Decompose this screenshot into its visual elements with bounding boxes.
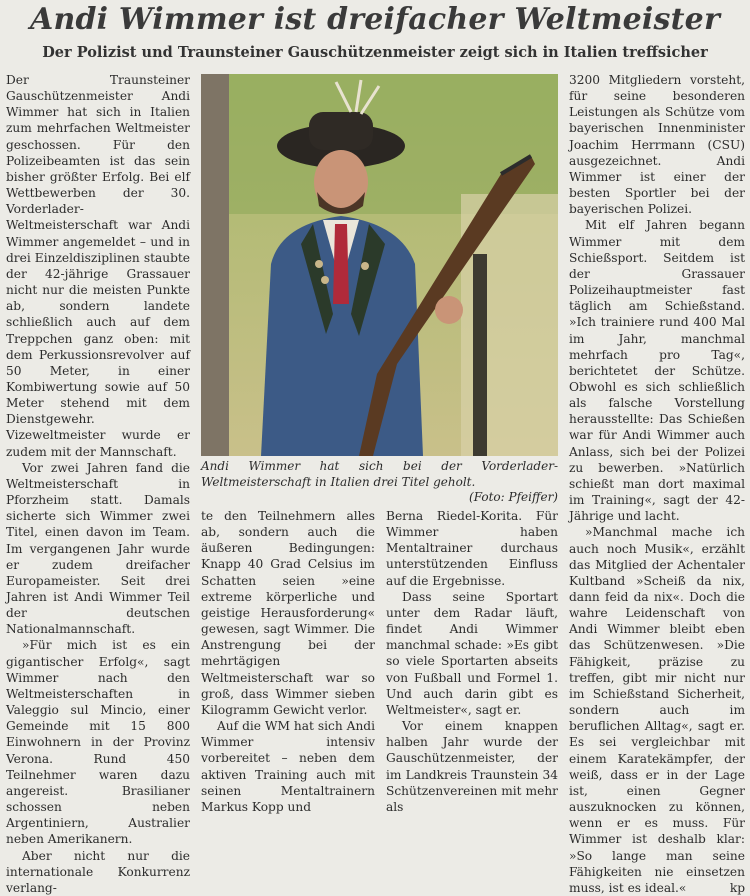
article-column-2	[201, 508, 375, 815]
article-column-3	[386, 508, 558, 815]
photo-wimmer-with-rifle	[201, 74, 558, 456]
author-signature: kp	[729, 880, 745, 895]
article-column-1	[6, 72, 190, 896]
paragraph: Dass seine Sportart unter dem Radar läuft, findet Andi Wimmer manchmal schade: »Es gibt so viele Sportarten abseits von Fußball und Formel 1. Und auch darin gibt es Weltmeister«, sagt er.	[386, 589, 558, 717]
paragraph: Der Traunsteiner Gauschützenmeister Andi Wimmer hat sich in Italien zum mehrfachen Weltmeister geschossen. Für den Polizeibeamten ist das sein bisher größter Erfolg. Bei elf Wettbewerben der 30. Vorderlader-Weltmeisterschaft war Andi Wimmer angemeldet – und in drei Einzeldisziplinen staubte der 42-jährige Grassauer nicht nur die meisten Punkte ab, sondern landete schließlich auch auf dem Treppchen ganz oben: mit dem Perkussionsrevolver auf 50 Meter, in einer Kombiwertung sowie auf 50 Meter stehend mit dem Dienstgewehr. Vizeweltmeister wurde er zudem mit der Mannschaft.	[6, 73, 190, 459]
paragraph: Aber nicht nur die internationale Konkurrenz verlang-	[6, 848, 190, 895]
paragraph: »Für mich ist es ein gigantischer Erfolg«, sagt Wimmer nach den Weltmeisterschaften in Valeggio sul Mincio, einer Gemeinde mit 15 800 Einwohnern in der Provinz Verona. Rund 450 Teilnehmer waren dazu angereist. Brasilianer schossen neben Argentiniern, Australier neben Amerikanern.	[6, 638, 190, 847]
headline: Andi Wimmer ist dreifacher Weltmeister	[30, 2, 720, 37]
paragraph: 3200 Mitgliedern vorsteht, für seine besonderen Leistungen als Schütze vom bayerischen Innenminister Joachim Herrmann (CSU) ausgezeichnet. Andi Wimmer ist einer der besten Sportler bei der bayerischen Polizei.	[569, 73, 745, 217]
paragraph: Vor einem knappen halben Jahr wurde der Gauschützenmeister, der im Landkreis Traunstein 34 Schützenvereinen mit mehr als	[386, 719, 558, 814]
subheadline: Der Polizist und Traunsteiner Gauschützenmeister zeigt sich in Italien treffsicher	[42, 44, 708, 61]
caption-text: Andi Wimmer hat sich bei der Vorderlader-Weltmeisterschaft in Italien drei Titel geholt.	[201, 459, 558, 489]
photo-credit: (Foto: Pfeiffer)	[469, 490, 558, 504]
photo-caption	[201, 459, 558, 506]
paragraph: Auf die WM hat sich Andi Wimmer intensiv vorbereitet – neben dem aktiven Training auch mit seinen Mentaltrainern Markus Kopp und	[201, 719, 375, 814]
paragraph: Berna Riedel-Korita. Für Wimmer haben Mentaltrainer durchaus unterstützenden Einfluss auf die Ergebnisse.	[386, 509, 558, 588]
paragraph	[569, 524, 745, 896]
article-column-4	[569, 72, 745, 896]
paragraph-text: »Manchmal mache ich auch noch Musik«, erzählt das Mitglied der Achentaler Kultband »Scheiß da nix, dann feid da nix«. Doch die wahre Leidenschaft von Andi Wimmer bleibt eben das Schützenwesen. »Die Fähigkeit, präzise zu treffen, gibt mir nicht nur im Schießstand Sicherheit, sondern auch im beruflichen Alltag«, sagt er. Es sei vergleichbar mit einem Karatekämpfer, der weiß, dass er in der Lage ist, einen Gegner auszuknocken zu können, wenn er es muss. Für Wimmer ist deshalb klar: »So lange man seine Fähigkeiten nie einsetzen muss, ist es ideal.«	[569, 525, 745, 895]
paragraph: te den Teilnehmern alles ab, sondern auch die äußeren Bedingungen: Knapp 40 Grad Celsius im Schatten seien »eine extreme körperliche und geistige Herausforderung« gewesen, sagt Wimmer. Die Anstrengung bei der mehrtägigen Weltmeisterschaft war so groß, dass Wimmer sieben Kilogramm Gewicht verlor.	[201, 509, 375, 717]
paragraph: Vor zwei Jahren fand die Weltmeisterschaft in Pforzheim statt. Damals sicherte sich Wimmer zwei Titel, einen davon im Team. Im vergangenen Jahr wurde er zudem dreifacher Europameister. Seit drei Jahren ist Andi Wimmer Teil der deutschen Nationalmannschaft.	[6, 460, 190, 637]
article-photo	[201, 74, 558, 456]
paragraph: Mit elf Jahren begann Wimmer mit dem Schießsport. Seitdem ist der Grassauer Polizeihauptmeister fast täglich am Schießstand. »Ich trainiere rund 400 Mal im Jahr, manchmal mehrfach pro Tag«, berichtetet der Schütze. Obwohl es sich schließlich als falsche Vorstellung herausstellte: Das Schießen war für Andi Wimmer auch Anlass, sich bei der Polizei zu bewerben. »Natürlich schießt man dort maximal im Training«, sagt der 42-Jährige und lacht.	[569, 218, 745, 524]
